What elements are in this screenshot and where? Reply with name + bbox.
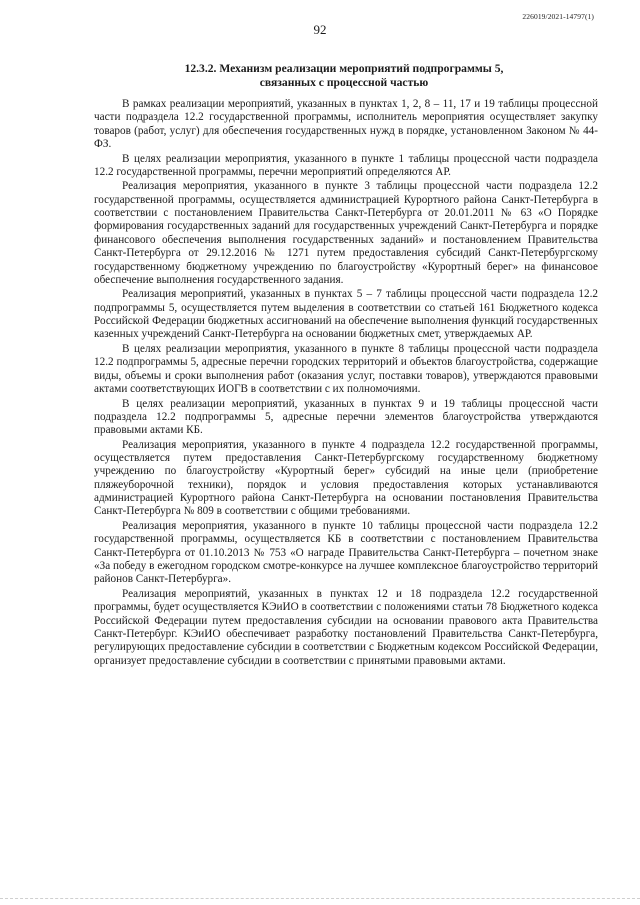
scan-edge-divider: [0, 898, 640, 899]
section-heading-line-1: 12.3.2. Механизм реализации мероприятий подпрограммы 5,: [184, 62, 504, 75]
section-heading: [94, 62, 594, 90]
paragraph: Реализация мероприятий, указанных в пунктах 5 – 7 таблицы процессной части подраздела 12.2 подпрограммы 5, осуществляется путем выделения в соответствии со статьей 161 Бюджетного кодекса Российской Федерации бюджетных ассигнований на обеспечение выполнения функций государственных казенных учреждений Санкт-Петербурга на основании бюджетных смет, утверждаемых АР.: [94, 288, 598, 341]
paragraph: В рамках реализации мероприятий, указанных в пунктах 1, 2, 8 – 11, 17 и 19 таблицы процессной части подраздела 12.2 государственной программы, исполнитель мероприятия осуществляет закупку товаров (работ, услуг) для обеспечения государственных нужд в порядке, установленном Законом № 44-ФЗ.: [94, 98, 598, 151]
paragraph: В целях реализации мероприятия, указанного в пункте 1 таблицы процессной части подраздела 12.2 государственной программы, перечни мероприятий определяются АР.: [94, 152, 598, 178]
paragraph: Реализация мероприятия, указанного в пункте 4 подраздела 12.2 государственной программы, осуществляется путем предоставления Санкт-Петербургскому государственному бюджетному учреждению по благоустройству «Курортный берег» субсидий на иные цели (приобретение пляжеуборочной техники), порядок и условия предоставления которых устанавливаются администрацией Курортного района Санкт-Петербурга на основании постановления Правительства Санкт-Петербурга № 809 в соответствии с общими требованиями.: [94, 438, 598, 518]
paragraph: В целях реализации мероприятий, указанных в пунктах 9 и 19 таблицы процессной части подраздела 12.2 подпрограммы 5, адресные перечни элементов благоустройства утверждаются правовыми актами КБ.: [94, 397, 598, 437]
paragraph: Реализация мероприятий, указанных в пунктах 12 и 18 подраздела 12.2 государственной программы, будет осуществляется КЭиИО в соответствии с положениями статьи 78 Бюджетного кодекса Российской Федерации путем предоставления субсидии на основании правового акта Правительства Санкт-Петербург. КЭиИО обеспечивает разработку постановлений Правительства Санкт-Петербурга, регулирующих предоставление субсидии в соответствии с Бюджетным кодексом Российской Федерации, организует предоставление субсидии в соответствии с принятыми правовыми актами.: [94, 587, 598, 667]
page-number: 92: [313, 22, 327, 37]
paragraph: Реализация мероприятия, указанного в пункте 10 таблицы процессной части подраздела 12.2 государственной программы, осуществляется КБ в соответствии с постановлением Правительства Санкт-Петербурга от 01.10.2013 № 753 «О награде Правительства Санкт-Петербурга – почетном знаке «За победу в ежегодном городском смотре-конкурсе на лучшее комплексное благоустройство территорий районов Санкт-Петербурга».: [94, 519, 598, 586]
document-body: [94, 98, 598, 669]
section-heading-line-2: связанных с процессной частью: [259, 76, 429, 89]
paragraph: Реализация мероприятия, указанного в пункте 3 таблицы процессной части подраздела 12.2 государственной программы, осуществляется администрацией Курортного района Санкт-Петербурга в соответствии с постановлением Правительства Санкт-Петербурга от 20.01.2011 № 63 «О Порядке формирования государственных заданий для государственных учреждений Санкт-Петербурга и порядке финансового обеспечения выполнения государственных заданий» и постановлением Правительства Санкт-Петербурга от 29.12.2016 № 1271 путем предоставления субсидий Санкт-Петербургскому государственному бюджетному учреждению по благоустройству «Курортный берег» на финансовое обеспечение выполнения государственного задания.: [94, 180, 598, 286]
document-reference-number: 226019/2021-14797(1): [522, 12, 594, 21]
paragraph: В целях реализации мероприятия, указанного в пункте 8 таблицы процессной части подраздела 12.2 подпрограммы 5, адресные перечни городских территорий и объектов благоустройства, содержащие виды, объемы и сроки выполнения работ (оказания услуг, поставки товаров), утверждаются правовыми актами соответствующих ИОГВ в соответствии с их полномочиями.: [94, 342, 598, 395]
